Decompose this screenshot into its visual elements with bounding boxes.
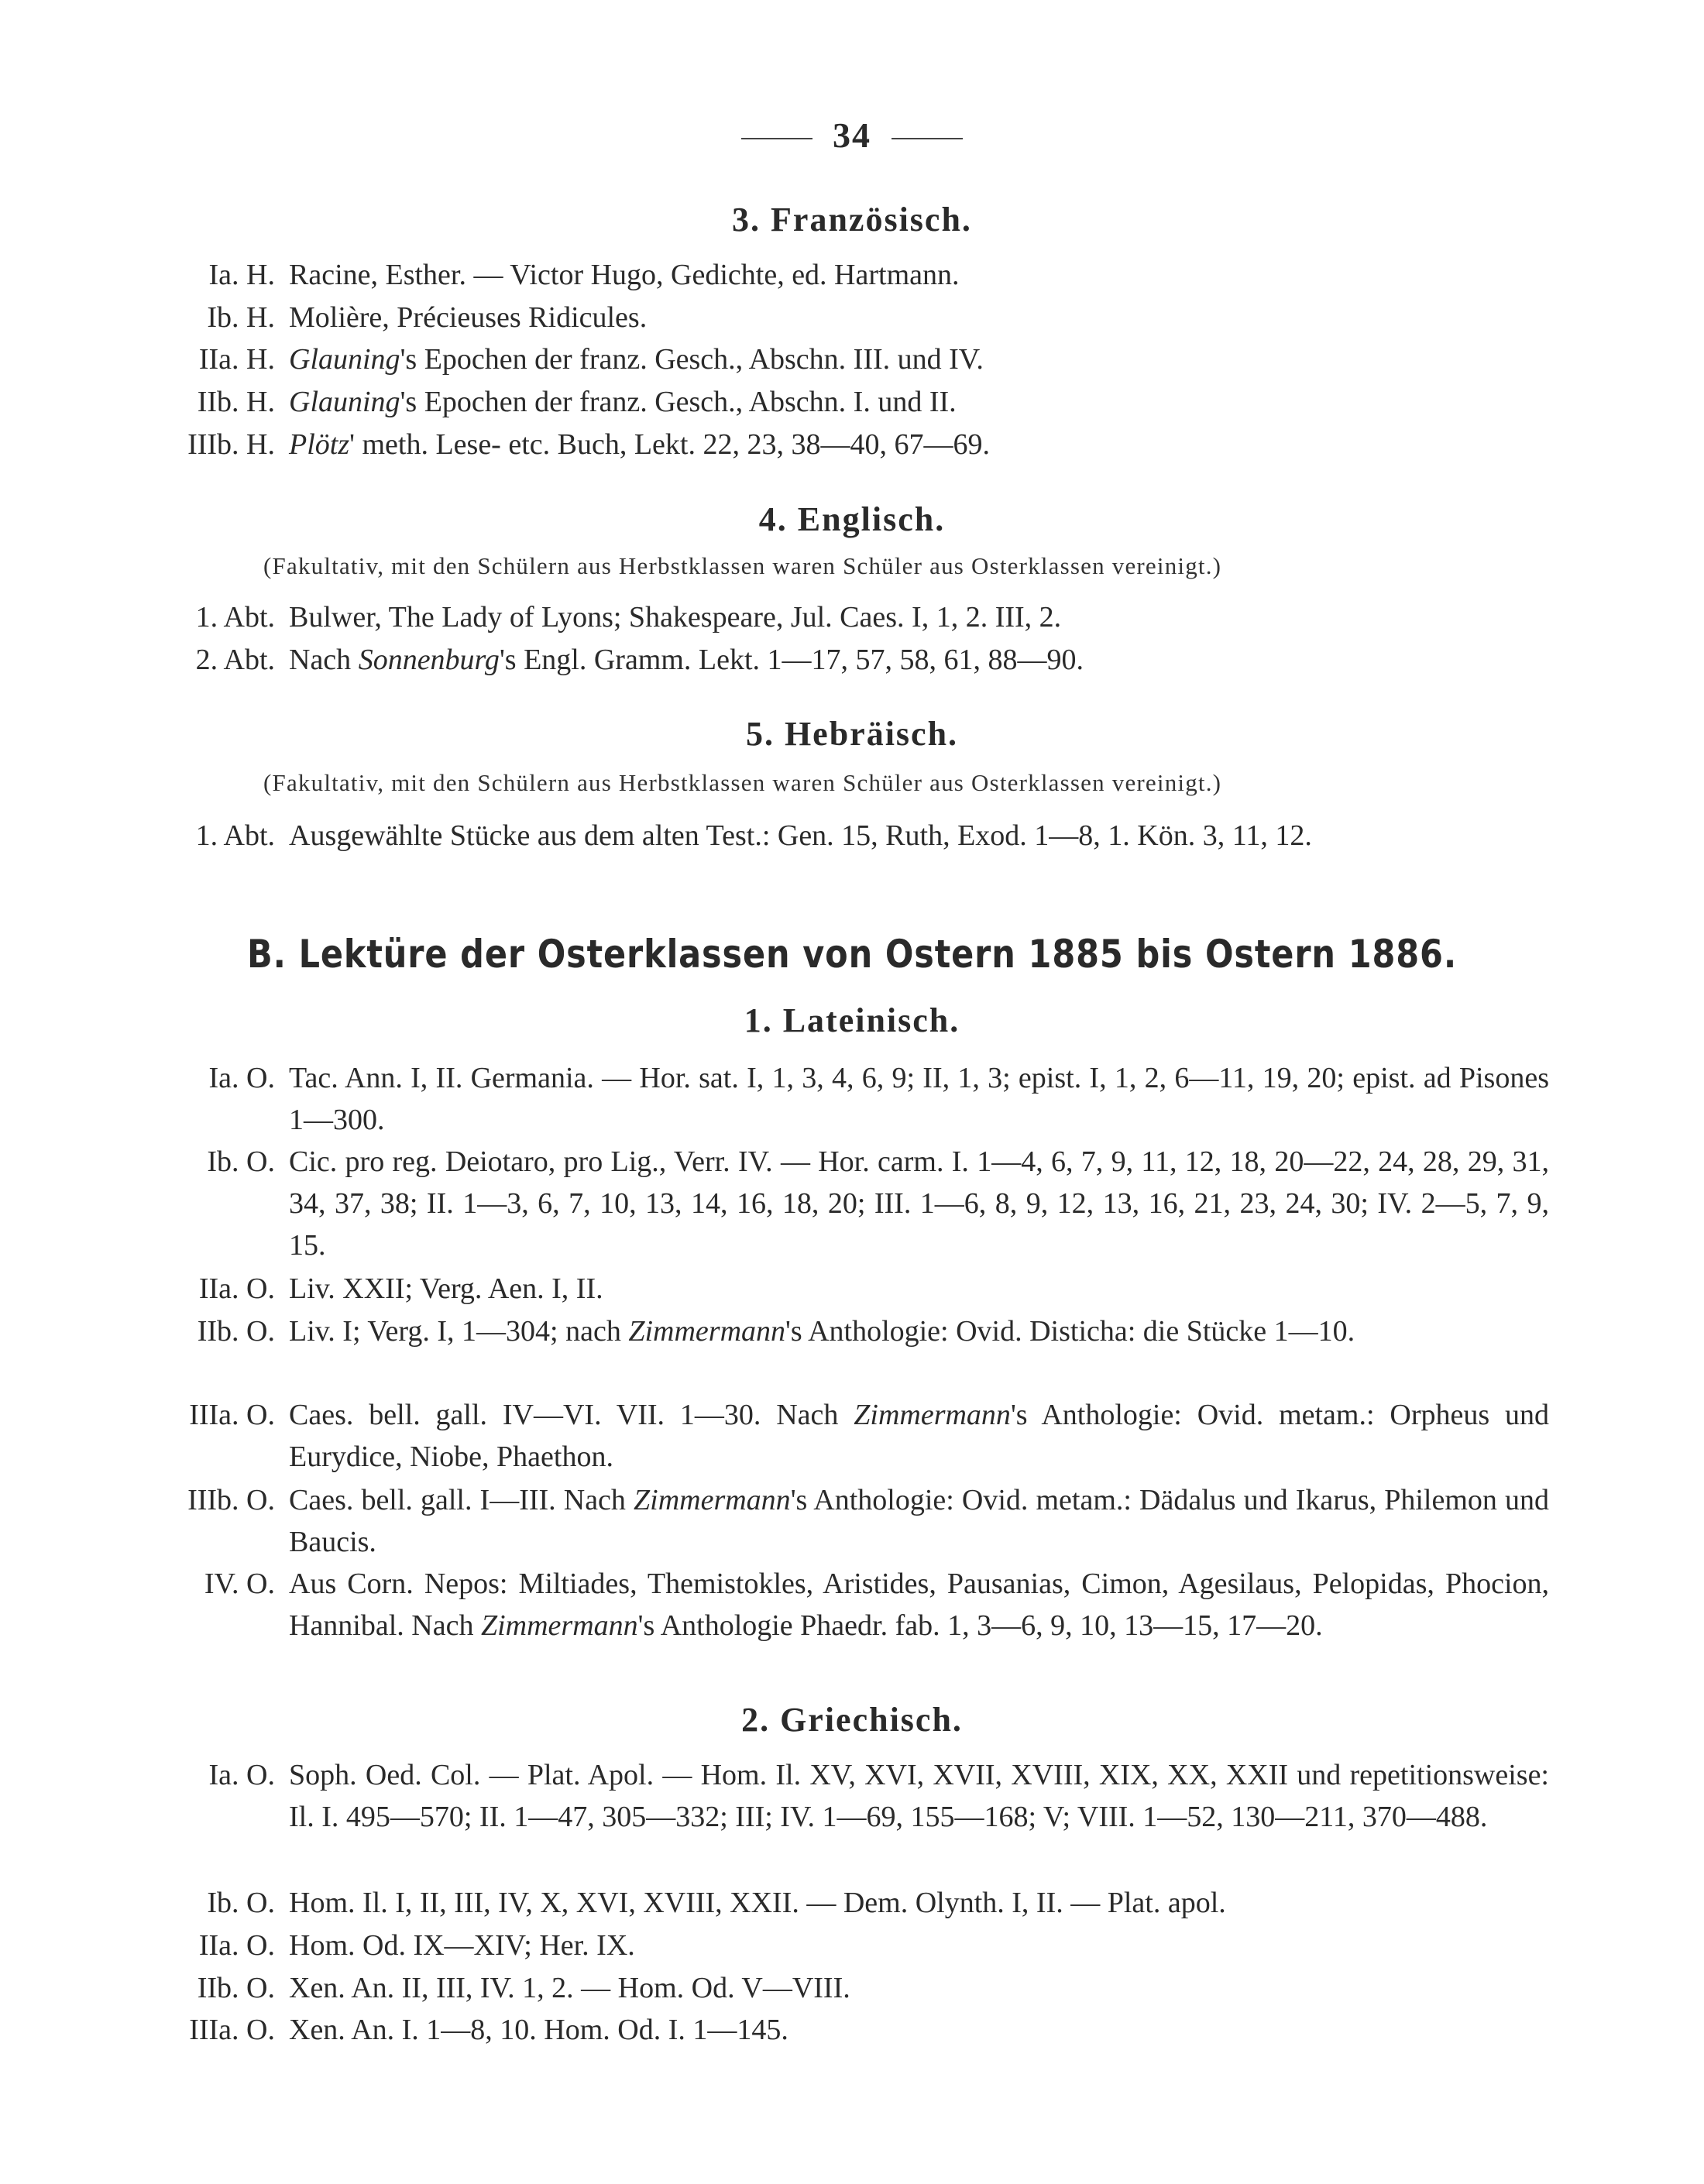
class-label: 1. Abt. xyxy=(195,601,275,634)
reading-text: Molière, Précieuses Ridicules. xyxy=(289,301,648,334)
class-label: IIa. O. xyxy=(198,1929,275,1962)
reading-text: Tac. Ann. I, II. Germania. — Hor. sat. I, 1, 3, 4, 6, 9; II, 1, 3; epist. I, 1, 2, 6—11, 19, 20; epist. ad Pisones 1—300. xyxy=(289,1062,1549,1136)
class-label: Ib. H. xyxy=(207,301,275,334)
author-name: Zimmermann xyxy=(628,1315,786,1348)
reading-text: Liv. I; Verg. I, 1—304; nach Zimmermann's Anthologie: Ovid. Disticha: die Stücke 1—10. xyxy=(289,1315,1355,1348)
right-rule xyxy=(892,138,963,139)
author-name: Zimmermann xyxy=(480,1609,638,1642)
reading-text: Xen. An. I. 1—8, 10. Hom. Od. I. 1—145. xyxy=(289,2014,788,2046)
reading-text: Racine, Esther. — Victor Hugo, Gedichte, ed. Hartmann. xyxy=(289,259,960,291)
section-heading-hebraeisch: 5. Hebräisch. xyxy=(745,715,959,753)
class-label: 1. Abt. xyxy=(195,819,275,852)
reading-text: Cic. pro reg. Deiotaro, pro Lig., Verr. IV. — Hor. carm. I. 1—4, 6, 7, 9, 11, 12, 18, 20—22, 24, 28, 29, 31, 34, 37, 38; II. 1—3, 6, 7, 10, 13, 14, 16, 18, 20; III. 1—6, 8, 9, 12, 13, 16, 21, 23, 24, 30; IV. 2—5, 7, 9, 15. xyxy=(289,1145,1549,1262)
author-name: Sonnenburg xyxy=(358,644,500,676)
class-label: 2. Abt. xyxy=(195,644,275,676)
reading-text: Xen. An. II, III, IV. 1, 2. — Hom. Od. V—VIII. xyxy=(289,1972,850,2004)
page-number: 34 xyxy=(0,115,1704,156)
author-name: Plötz xyxy=(289,428,350,461)
reading-text: Hom. Il. I, II, III, IV, X, XVI, XVIII, XXII. — Dem. Olynth. I, II. — Plat. apol. xyxy=(289,1887,1226,1919)
author-name: Zimmermann xyxy=(634,1484,791,1516)
class-label: Ib. O. xyxy=(207,1887,275,1919)
class-label: IIIb. O. xyxy=(187,1484,275,1516)
reading-text: Ausgewählte Stücke aus dem alten Test.: Gen. 15, Ruth, Exod. 1—8, 1. Kön. 3, 11, 12. xyxy=(289,819,1312,852)
reading-text: Glauning's Epochen der franz. Gesch., Abschn. I. und II. xyxy=(289,386,957,418)
part-b-heading: B. Lektüre der Osterklassen von Ostern 1885 bis Ostern 1886. xyxy=(246,932,1458,977)
optional-note: (Fakultativ, mit den Schülern aus Herbstklassen waren Schüler aus Osterklassen vereinigt.) xyxy=(263,769,1222,796)
class-label: IIa. O. xyxy=(198,1272,275,1305)
class-label: IIa. H. xyxy=(198,343,275,376)
class-label: IIb. H. xyxy=(197,386,275,418)
class-label: IIIb. H. xyxy=(187,428,275,461)
reading-text: Caes. bell. gall. IV—VI. VII. 1—30. Nach Zimmermann's Anthologie: Ovid. metam.: Orpheus und Eurydice, Niobe, Phaethon. xyxy=(289,1399,1549,1473)
section-heading-griechisch: 2. Griechisch. xyxy=(741,1701,963,1739)
class-label: Ia. H. xyxy=(208,259,275,291)
class-label: IV. O. xyxy=(204,1568,275,1600)
reading-text: Caes. bell. gall. I—III. Nach Zimmermann's Anthologie: Ovid. metam.: Dädalus und Ikarus, Philemon und Baucis. xyxy=(289,1484,1549,1558)
section-heading-franzoesisch: 3. Französisch. xyxy=(732,201,972,239)
class-label: IIb. O. xyxy=(197,1972,275,2004)
class-label: IIb. O. xyxy=(197,1315,275,1348)
class-label: IIIa. O. xyxy=(189,1399,275,1431)
author-name: Zimmermann xyxy=(854,1399,1011,1431)
optional-note: (Fakultativ, mit den Schülern aus Herbstklassen waren Schüler aus Osterklassen vereinigt.) xyxy=(263,552,1222,579)
reading-text: Plötz' meth. Lese- etc. Buch, Lekt. 22, 23, 38—40, 67—69. xyxy=(289,428,990,461)
class-label: Ia. O. xyxy=(208,1062,275,1094)
class-label: IIIa. O. xyxy=(189,2014,275,2046)
author-name: Glauning xyxy=(289,386,400,418)
reading-text: Hom. Od. IX—XIV; Her. IX. xyxy=(289,1929,635,1962)
reading-text: Glauning's Epochen der franz. Gesch., Abschn. III. und IV. xyxy=(289,343,984,376)
reading-text: Aus Corn. Nepos: Miltiades, Themistokles, Aristides, Pausanias, Cimon, Agesilaus, Pelopidas, Phocion, Hannibal. Nach Zimmermann's Anthologie Phaedr. fab. 1, 3—6, 9, 10, 13—15, 17—20. xyxy=(289,1568,1549,1642)
class-label: Ia. O. xyxy=(208,1759,275,1791)
left-rule xyxy=(741,138,812,139)
reading-text: Nach Sonnenburg's Engl. Gramm. Lekt. 1—17, 57, 58, 61, 88—90. xyxy=(289,644,1084,676)
section-heading-lateinisch: 1. Lateinisch. xyxy=(744,1001,960,1039)
author-name: Glauning xyxy=(289,343,400,376)
reading-text: Liv. XXII; Verg. Aen. I, II. xyxy=(289,1272,603,1305)
class-label: Ib. O. xyxy=(207,1145,275,1178)
section-heading-englisch: 4. Englisch. xyxy=(758,500,946,538)
reading-text: Soph. Oed. Col. — Plat. Apol. — Hom. Il. XV, XVI, XVII, XVIII, XIX, XX, XXII und repetitionsweise: Il. I. 495—570; II. 1—47, 305—332; III; IV. 1—69, 155—168; V; VIII. 1—52, 130—211, 370—488. xyxy=(289,1759,1549,1833)
reading-text: Bulwer, The Lady of Lyons; Shakespeare, Jul. Caes. I, 1, 2. III, 2. xyxy=(289,601,1062,634)
